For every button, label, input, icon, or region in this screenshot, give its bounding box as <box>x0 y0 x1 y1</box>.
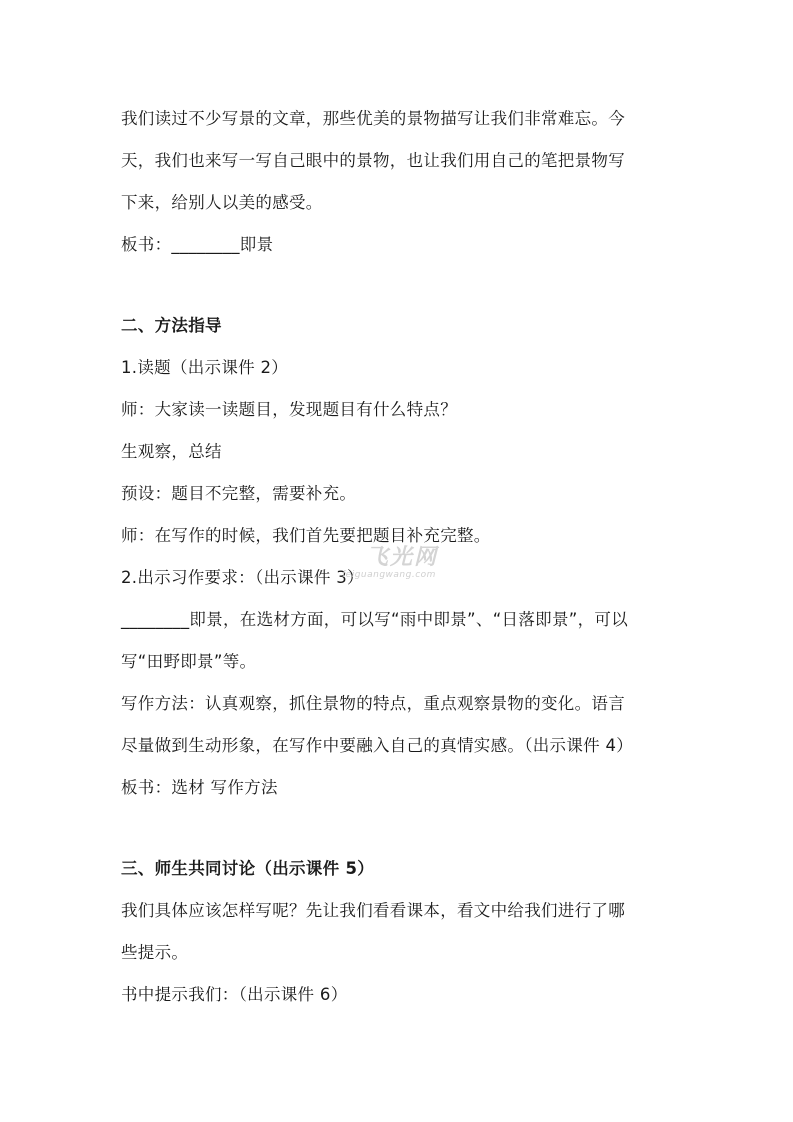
paragraph-line: 下来，给别人以美的感受。 <box>121 193 323 212</box>
section-heading: 三、师生共同讨论（出示课件 5） <box>121 859 375 878</box>
paragraph-line: 写“田野即景”等。 <box>121 652 257 671</box>
watermark-url-text: feiguangwang.com <box>342 570 436 580</box>
paragraph-line: 些提示。 <box>121 943 189 962</box>
paragraph-line: 师：大家读一读题目，发现题目有什么特点？ <box>121 400 457 419</box>
watermark-logo-text: 飞光网 <box>366 545 439 570</box>
paragraph-line: 写作方法：认真观察，抓住景物的特点，重点观察景物的变化。语言 <box>121 694 625 713</box>
paragraph-line: 书中提示我们：（出示课件 6） <box>121 985 348 1004</box>
list-item: 1.读题（出示课件 2） <box>121 358 289 377</box>
paragraph-line: 预设：题目不完整，需要补充。 <box>121 484 357 503</box>
list-item: 2.出示习作要求：（出示课件 3） <box>121 568 364 587</box>
section-heading: 二、方法指导 <box>121 316 222 335</box>
paragraph-line: 生观察，总结 <box>121 442 222 461</box>
board-writing-line: 板书：________即景 <box>121 235 274 254</box>
paragraph-line: 尽量做到生动形象，在写作中要融入自己的真情实感。（出示课件 4） <box>121 736 634 755</box>
paragraph-line: 天，我们也来写一写自己眼中的景物，也让我们用自己的笔把景物写 <box>121 151 625 170</box>
paragraph-line: 我们读过不少写景的文章，那些优美的景物描写让我们非常难忘。今 <box>121 109 625 128</box>
paragraph-line: 师：在写作的时候，我们首先要把题目补充完整。 <box>121 526 491 545</box>
board-writing-line: 板书：选材 写作方法 <box>121 778 278 797</box>
paragraph-line: 我们具体应该怎样写呢？先让我们看看课本，看文中给我们进行了哪 <box>121 901 625 920</box>
paragraph-line: ________即景，在选材方面，可以写“雨中即景”、“日落即景”，可以 <box>121 610 628 629</box>
